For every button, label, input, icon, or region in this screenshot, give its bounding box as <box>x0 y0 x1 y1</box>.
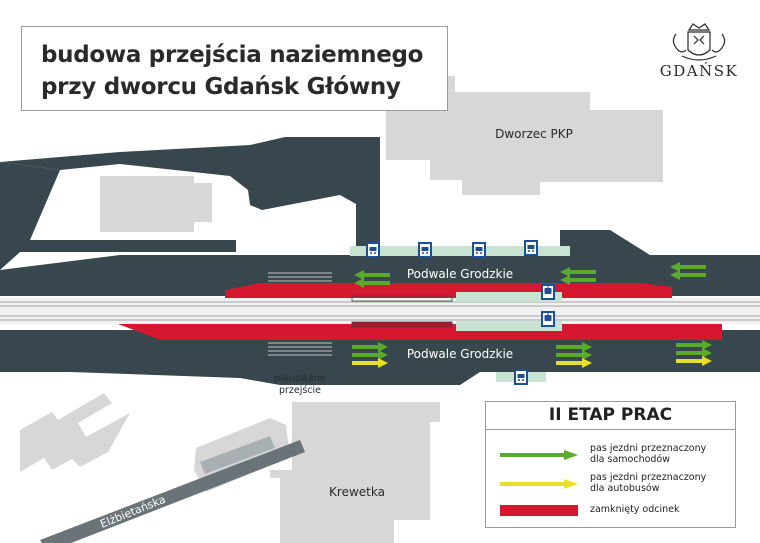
tram-stop-icon <box>541 284 555 300</box>
legend-item-closed-section <box>500 501 730 527</box>
station-label: Dworzec PKP <box>495 127 573 141</box>
bus-stop-icon <box>366 242 380 258</box>
crossing-label-2: przejście <box>278 385 322 396</box>
legend-item-bus-lane <box>500 472 730 498</box>
road-north-label: Podwale Grodzkie <box>406 267 514 281</box>
legend-divider <box>486 429 735 430</box>
legend-label-bus-1: pas jezdni przeznaczony <box>590 472 707 483</box>
map-title-line-2: przy dworcu Gdańsk Główny <box>41 74 401 100</box>
legend-title: II ETAP PRAC <box>548 405 673 425</box>
legend-item-car-lane <box>500 443 730 469</box>
map-title-box <box>21 26 448 111</box>
legend-label-closed: zamknięty odcinek <box>590 504 680 515</box>
legend-label-car-2: dla samochodów <box>590 454 671 465</box>
building-southwest <box>20 393 130 472</box>
logo-text: GDAŃSK <box>659 62 739 80</box>
legend <box>485 401 736 528</box>
tram-stop-icon <box>541 311 555 327</box>
legend-label-bus-2: dla autobusów <box>590 483 660 494</box>
legend-label-car-1: pas jezdni przeznaczony <box>590 443 707 454</box>
building-krewetka <box>270 402 440 543</box>
crossing-label-1: planowane <box>274 373 326 384</box>
road-south-label: Podwale Grodzkie <box>406 347 514 361</box>
building-west <box>100 176 212 232</box>
bus-stop-icon <box>472 242 486 258</box>
bus-stop-icon <box>524 240 538 256</box>
green-arrow-icon <box>500 450 578 460</box>
bus-stop-icon <box>418 242 432 258</box>
red-bar-swatch <box>500 505 578 516</box>
map-title-line-1: budowa przejścia naziemnego <box>41 42 424 68</box>
yellow-arrow-icon <box>500 479 578 489</box>
bus-stop-icon <box>514 369 528 385</box>
street-label: Elżbietańska <box>98 492 168 531</box>
krewetka-label: Krewetka <box>329 485 385 499</box>
